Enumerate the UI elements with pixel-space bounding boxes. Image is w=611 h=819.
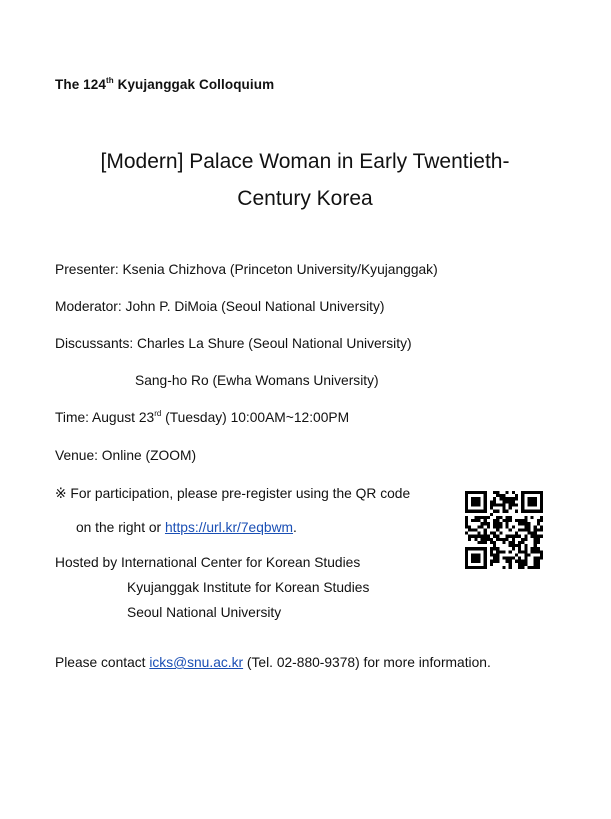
registration-line-1: ※ For participation, please pre-register using the QR code — [55, 486, 411, 501]
hosted-by-line-1: Hosted by International Center for Korean Studies — [55, 555, 361, 570]
presenter-line: Presenter: Ksenia Chizhova (Princeton University/Kyujanggak) — [55, 262, 438, 277]
event-title-line-1: [Modern] Palace Woman in Early Twentieth- — [100, 150, 510, 173]
discussants-line-1: Discussants: Charles La Shure (Seoul National University) — [55, 336, 412, 351]
time-line: Time: August 23rd (Tuesday) 10:00AM~12:00PM — [55, 409, 350, 425]
moderator-line: Moderator: John P. DiMoia (Seoul National University) — [55, 299, 385, 314]
contact-line: Please contact icks@snu.ac.kr (Tel. 02-880-9378) for more information. — [55, 655, 491, 670]
registration-link[interactable]: https://url.kr/7eqbwm — [164, 520, 294, 535]
registration-line-2: on the right or https://url.kr/7eqbwm. — [76, 520, 297, 535]
event-title-line-2: Century Korea — [237, 187, 373, 210]
hosted-by-line-3: Seoul National University — [127, 605, 282, 620]
hosted-by-line-2: Kyujanggak Institute for Korean Studies — [127, 580, 370, 595]
discussants-line-2: Sang-ho Ro (Ewha Womans University) — [135, 373, 379, 388]
contact-email-link[interactable]: icks@snu.ac.kr — [149, 655, 244, 670]
event-title — [40, 143, 570, 217]
qr-code-icon[interactable] — [465, 491, 543, 569]
venue-line: Venue: Online (ZOOM) — [55, 448, 197, 463]
colloquium-series-label: The 124th Kyujanggak Colloquium — [55, 76, 275, 92]
